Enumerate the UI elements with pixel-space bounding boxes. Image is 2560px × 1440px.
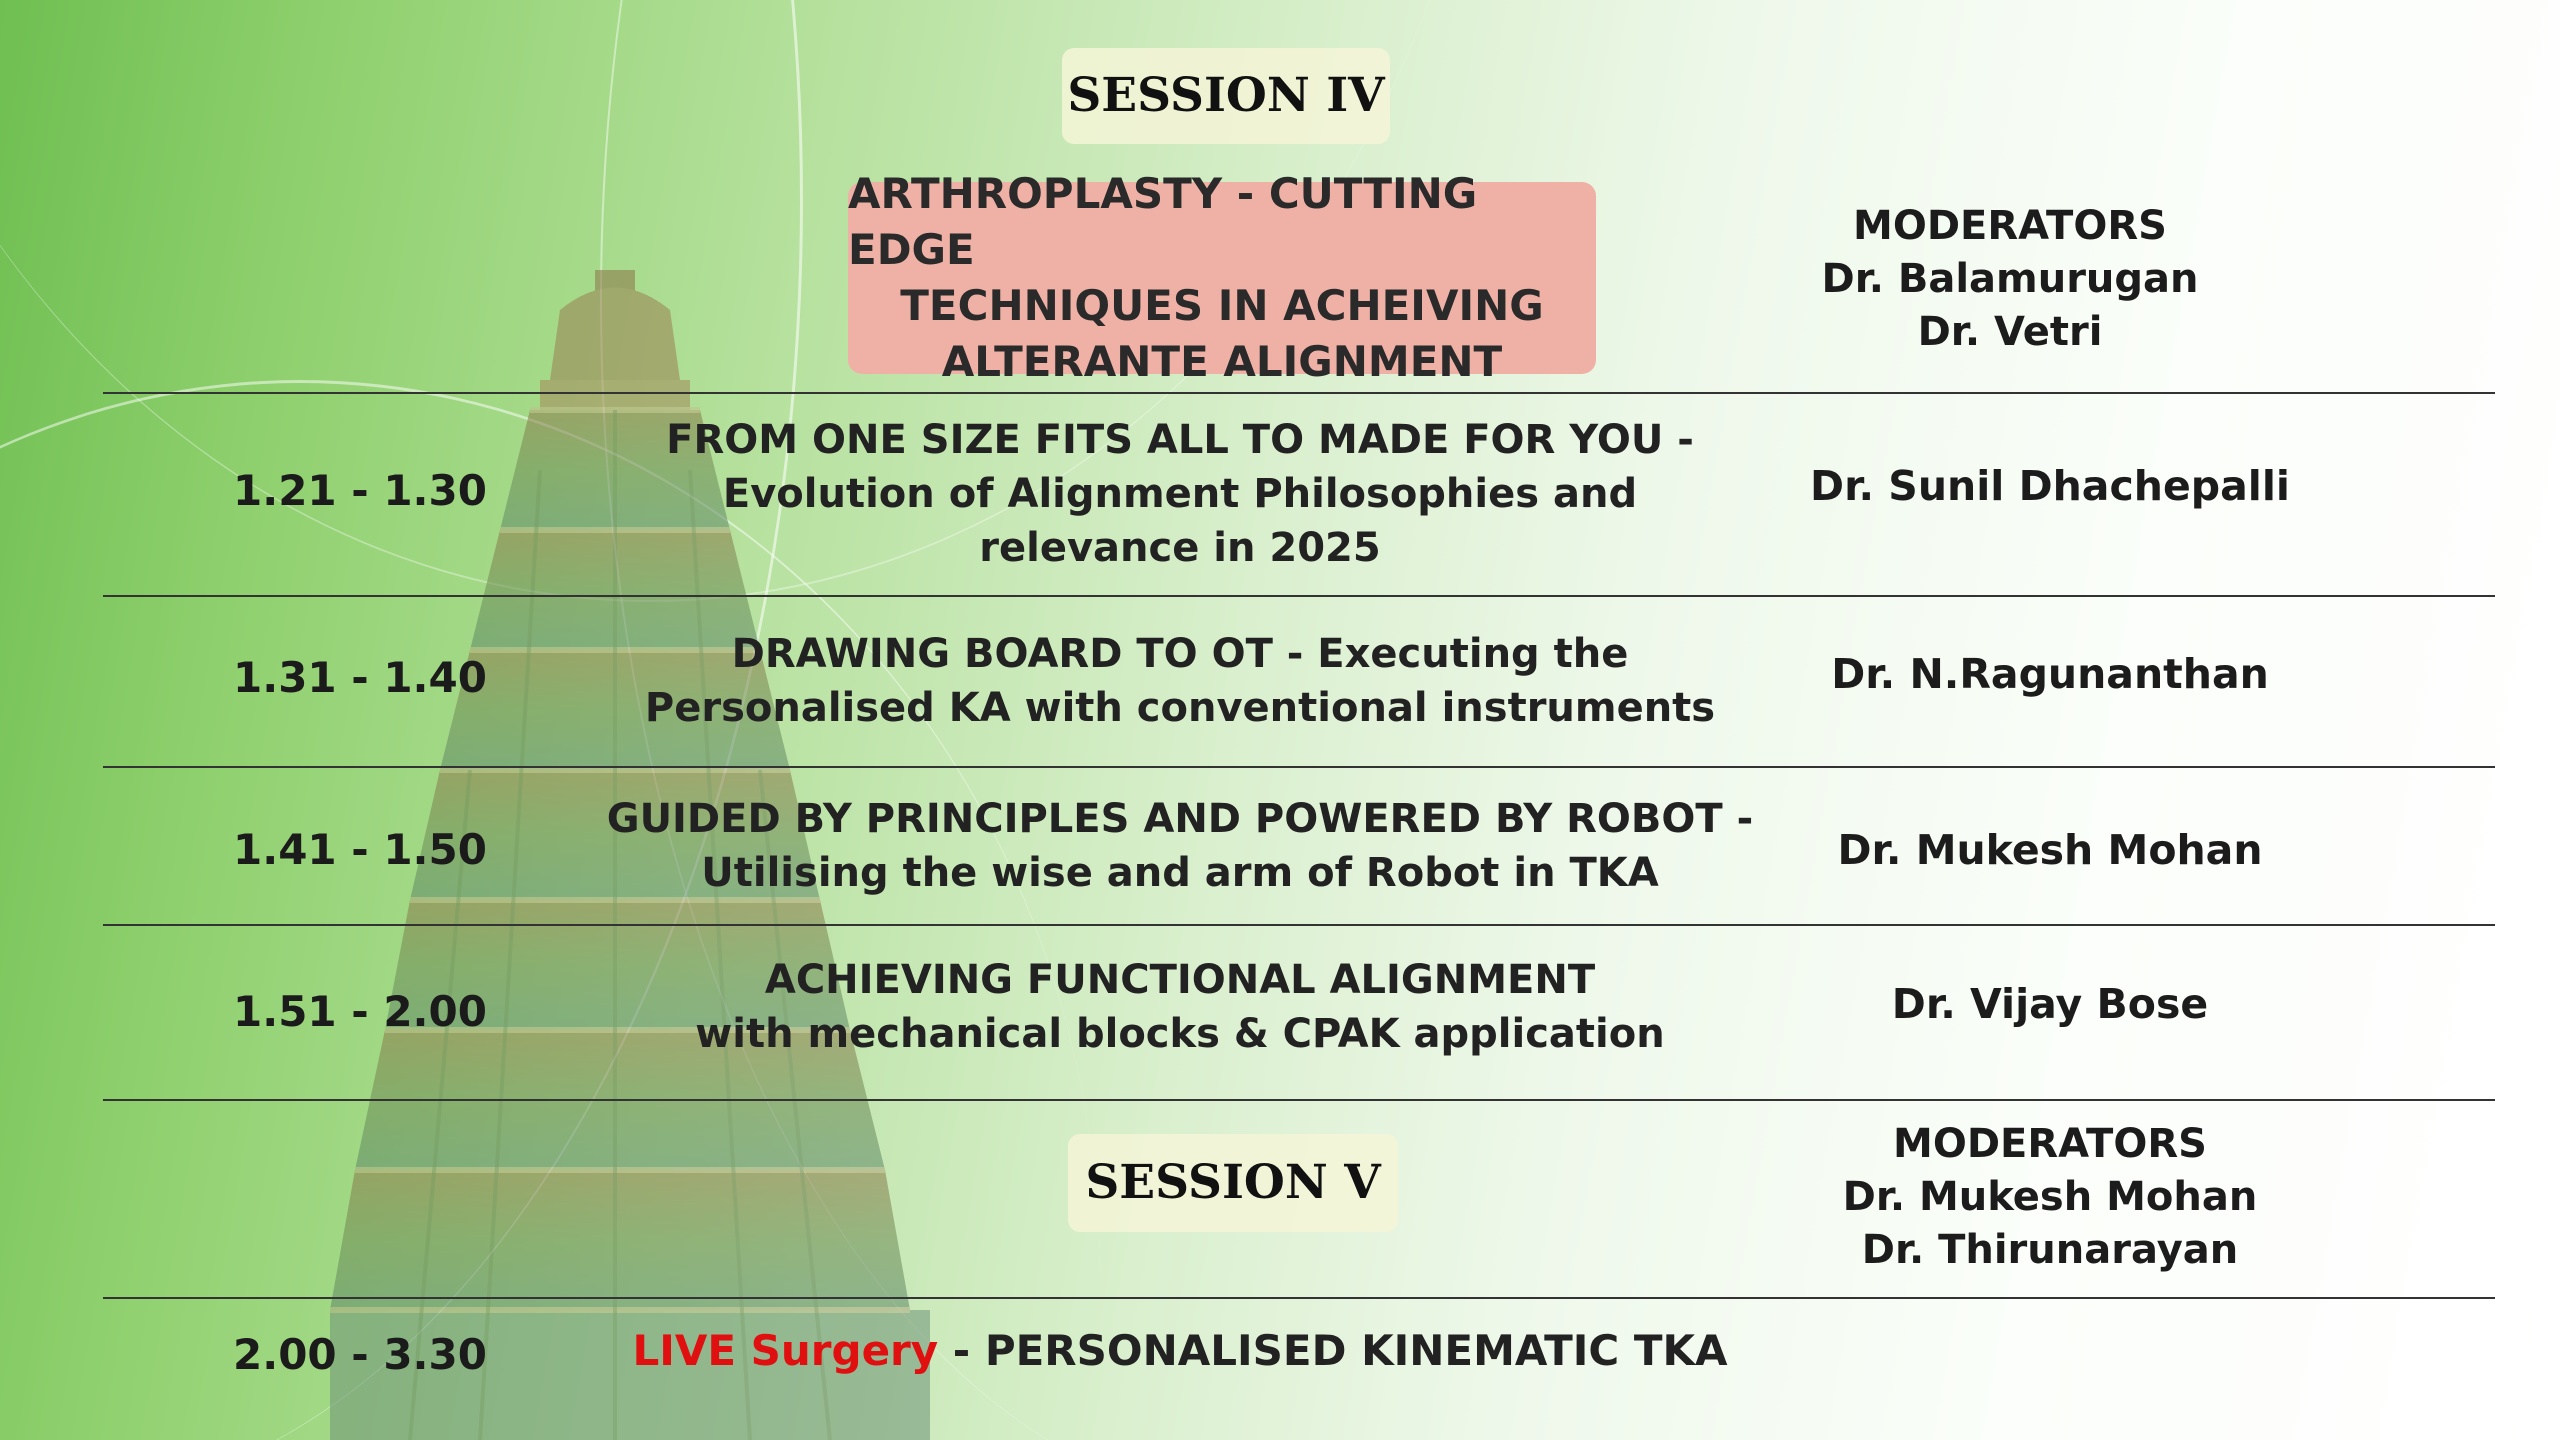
session-v-badge: SESSION V	[1068, 1134, 1398, 1232]
row-divider	[103, 1297, 2495, 1299]
talk-title-line: ACHIEVING FUNCTIONAL ALIGNMENT	[764, 957, 1596, 1003]
talk-title	[560, 627, 1800, 735]
row-divider	[103, 595, 2495, 597]
talk-title-line: with mechanical blocks & CPAK application	[695, 1011, 1665, 1057]
talk-title-line: DRAWING BOARD TO OT - Executing the	[731, 631, 1629, 677]
session-iv-badge: SESSION IV	[1062, 48, 1390, 144]
live-surgery-highlight: LIVE Surgery	[632, 1326, 939, 1375]
talk-time: 1.41 - 1.50	[233, 825, 487, 874]
row-divider	[103, 924, 2495, 926]
row-divider	[103, 766, 2495, 768]
talk-title-line: Utilising the wise and arm of Robot in TKA	[701, 850, 1659, 896]
session-iv-moderators	[1740, 200, 2280, 359]
moderator-name: Dr. Vetri	[1917, 309, 2103, 355]
talk-speaker: Dr. Sunil Dhachepalli	[1810, 462, 2290, 510]
live-surgery-topic: - PERSONALISED KINEMATIC TKA	[938, 1326, 1728, 1375]
talk-title	[560, 413, 1800, 575]
live-surgery-title	[560, 1326, 1800, 1375]
topic-line: ALTERANTE ALIGNMENT	[941, 337, 1503, 386]
moderators-heading: MODERATORS	[1853, 203, 2167, 249]
moderators-heading: MODERATORS	[1893, 1121, 2207, 1167]
session-iv-topic-box	[848, 169, 1596, 386]
talk-time: 1.21 - 1.30	[233, 466, 487, 515]
talk-title	[560, 792, 1800, 900]
talk-title-line: GUIDED BY PRINCIPLES AND POWERED BY ROBOT -	[606, 796, 1754, 842]
talk-title-line: FROM ONE SIZE FITS ALL TO MADE FOR YOU -	[666, 417, 1694, 463]
talk-title-line: relevance in 2025	[979, 525, 1381, 571]
talk-title-line: Personalised KA with conventional instruments	[644, 685, 1716, 731]
topic-line: TECHNIQUES IN ACHEIVING	[900, 281, 1544, 330]
moderator-name: Dr. Balamurugan	[1821, 256, 2199, 302]
talk-speaker: Dr. Mukesh Mohan	[1837, 826, 2263, 874]
moderator-name: Dr. Mukesh Mohan	[1842, 1174, 2258, 1220]
row-divider	[103, 1099, 2495, 1101]
session-v-moderators	[1780, 1118, 2320, 1277]
talk-title-line: Evolution of Alignment Philosophies and	[722, 471, 1638, 517]
talk-speaker: Dr. Vijay Bose	[1891, 980, 2209, 1028]
talk-time: 1.31 - 1.40	[233, 653, 487, 702]
talk-speaker: Dr. N.Ragunanthan	[1831, 650, 2269, 698]
talk-time: 1.51 - 2.00	[233, 987, 487, 1036]
topic-line: ARTHROPLASTY - CUTTING EDGE	[848, 169, 1478, 274]
talk-title	[560, 953, 1800, 1061]
moderator-name: Dr. Thirunarayan	[1861, 1227, 2239, 1273]
live-time: 2.00 - 3.30	[233, 1330, 487, 1379]
row-divider	[103, 392, 2495, 394]
